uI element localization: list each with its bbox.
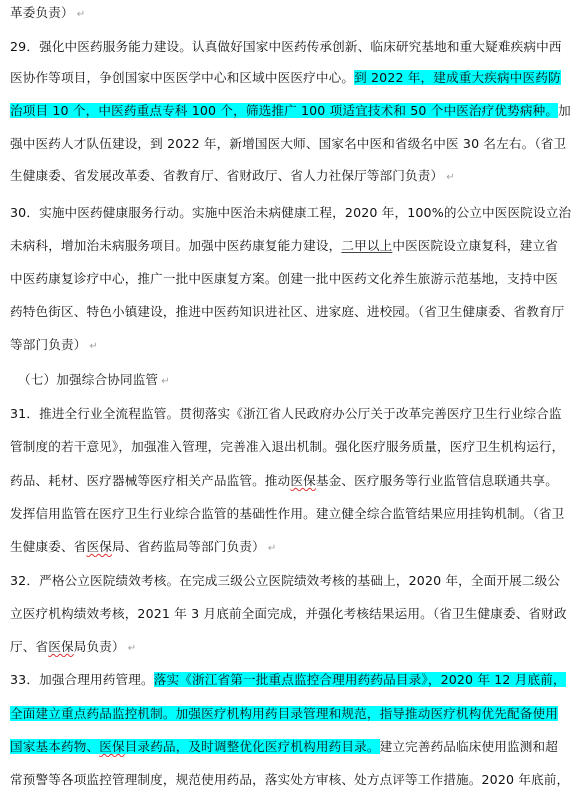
paragraph-mark-icon: ↵: [161, 376, 170, 387]
text-segment: 药品、耗材、医疗器械等医疗相关产品监管。推动: [10, 473, 291, 488]
text-segment: 31．推进全行业全流程监管。贯彻落实《浙江省人民政府办公厅关于改革完善医疗卫生行业综合监: [10, 406, 562, 421]
text-line: [10, 3, 574, 23]
highlighted-text: 治项目 10 个，中医药重点专科 100 个，筛选推广 100 项适宜技术和 50 个中医治疗优势病种。: [10, 103, 559, 118]
text-segment: 中医药康复诊疗中心，推广一批中医康复方案。创建一批中医药文化养生旅游示范基地，支持中医: [10, 271, 558, 286]
text-line: [10, 471, 574, 491]
paragraph-mark-icon: ↵: [127, 643, 137, 654]
text-segment: 医保: [290, 473, 316, 488]
text-segment: 医协作等项目，争创国家中医医学中心和区域中医医疗中心。: [10, 70, 355, 85]
text-line: [10, 236, 574, 256]
text-segment: 革委负责）: [10, 5, 74, 20]
text-segment: 33．加强合理用药管理。: [10, 672, 154, 687]
highlighted-text: 国家基本药物、: [10, 739, 100, 754]
paragraph-mark-icon: ↵: [76, 9, 86, 20]
text-line: [10, 101, 574, 121]
text-line: [10, 637, 574, 657]
text-line: [10, 68, 574, 88]
text-segment: 局负责）: [73, 639, 125, 654]
text-line: [10, 404, 574, 424]
highlighted-text: 目录药品，及时调整优化医疗机构用药目录。: [124, 739, 380, 754]
highlighted-text: 落实《浙江省第一批重点监控合理用药药品目录》，2020 年 12 月底前，: [153, 672, 566, 687]
text-segment: 管制度的若干意见》，加强准入管理，完善准入退出机制。强化医疗服务质量，医疗卫生机构运行，: [10, 439, 565, 454]
text-segment: 医保: [48, 639, 74, 654]
text-segment: 强中医药人才队伍建设，到 2022 年，新增国医大师、国家名中医和省级名中医 30 名左右。（省卫: [10, 136, 567, 151]
text-segment: 立医疗机构绩效考核，2021 年 3 月底前全面完成，并强化考核结果运用。（省卫生健康委、省财政: [10, 606, 567, 621]
text-segment: 药特色街区、特色小镇建设，推进中医药知识进社区、进家庭、进校园。（省卫生健康委、省教育厅: [10, 304, 565, 319]
text-line: [10, 537, 574, 557]
paragraph-mark-icon: ↵: [267, 543, 277, 554]
text-line: [10, 335, 574, 355]
highlighted-text: 到 2022 年，建成重大疾病中医药防: [354, 70, 561, 85]
text-segment: 中医医院设立康复科，建立省: [392, 238, 558, 253]
text-line: [10, 37, 574, 57]
text-line: [10, 737, 574, 757]
text-segment: （七）加强综合协同监管: [18, 372, 159, 387]
text-line: [10, 269, 574, 289]
text-line: [10, 203, 574, 223]
text-line: [10, 504, 574, 524]
text-segment: 32．严格公立医院绩效考核。在完成三级公立医院绩效考核的基础上，2020 年，全面开展二级公: [10, 573, 561, 588]
text-segment: 厅、省: [10, 639, 49, 654]
text-line: [10, 134, 574, 154]
text-line: [10, 704, 574, 724]
text-line: [10, 571, 574, 591]
text-segment: 29．强化中医药服务能力建设。认真做好国家中医药传承创新、临床研究基地和重大疑难疾病中西: [10, 39, 562, 54]
text-segment: 二甲以上: [341, 238, 393, 253]
text-line: [18, 370, 574, 390]
highlighted-text: 全面建立重点药品监控机制。加强医疗机构用药目录管理和规范，指导推动医疗机构优先配备使用: [10, 706, 558, 721]
highlighted-text: 医保: [99, 739, 125, 754]
text-line: [10, 302, 574, 322]
text-segment: 加: [558, 103, 571, 118]
text-segment: 30．实施中医药健康服务行动。实施中医治未病健康工程，2020 年，100%的公立中医医院设立治: [10, 205, 572, 220]
text-segment: 建立完善药品临床使用监测和超: [379, 739, 559, 754]
text-segment: 局、省药监局等部门负责）: [111, 539, 265, 554]
text-segment: 等部门负责）: [10, 337, 87, 352]
text-segment: 基金、医疗服务等行业监管信息联通共享。: [315, 473, 559, 488]
text-line: [10, 166, 574, 186]
text-segment: 未病科，增加治未病服务项目。加强中医药康复能力建设，: [10, 238, 342, 253]
text-line: [10, 770, 574, 790]
text-segment: 生健康委、省: [10, 539, 87, 554]
paragraph-mark-icon: ↵: [89, 341, 98, 352]
text-segment: 发挥信用监管在医疗卫生行业综合监管的基础性作用。建立健全综合监管结果应用挂钩机制。（省卫: [10, 506, 565, 521]
text-line: [10, 437, 574, 457]
text-segment: 医保: [86, 539, 112, 554]
text-line: [10, 604, 574, 624]
text-line: [10, 670, 574, 690]
text-segment: 生健康委、省发展改革委、省教育厅、省财政厅、省人力社保厅等部门负责）: [10, 168, 444, 183]
paragraph-mark-icon: ↵: [446, 172, 455, 183]
text-segment: 常预警等各项监控管理制度，规范使用药品，落实处方审核、处方点评等工作措施。2020 年底前，: [10, 772, 570, 787]
